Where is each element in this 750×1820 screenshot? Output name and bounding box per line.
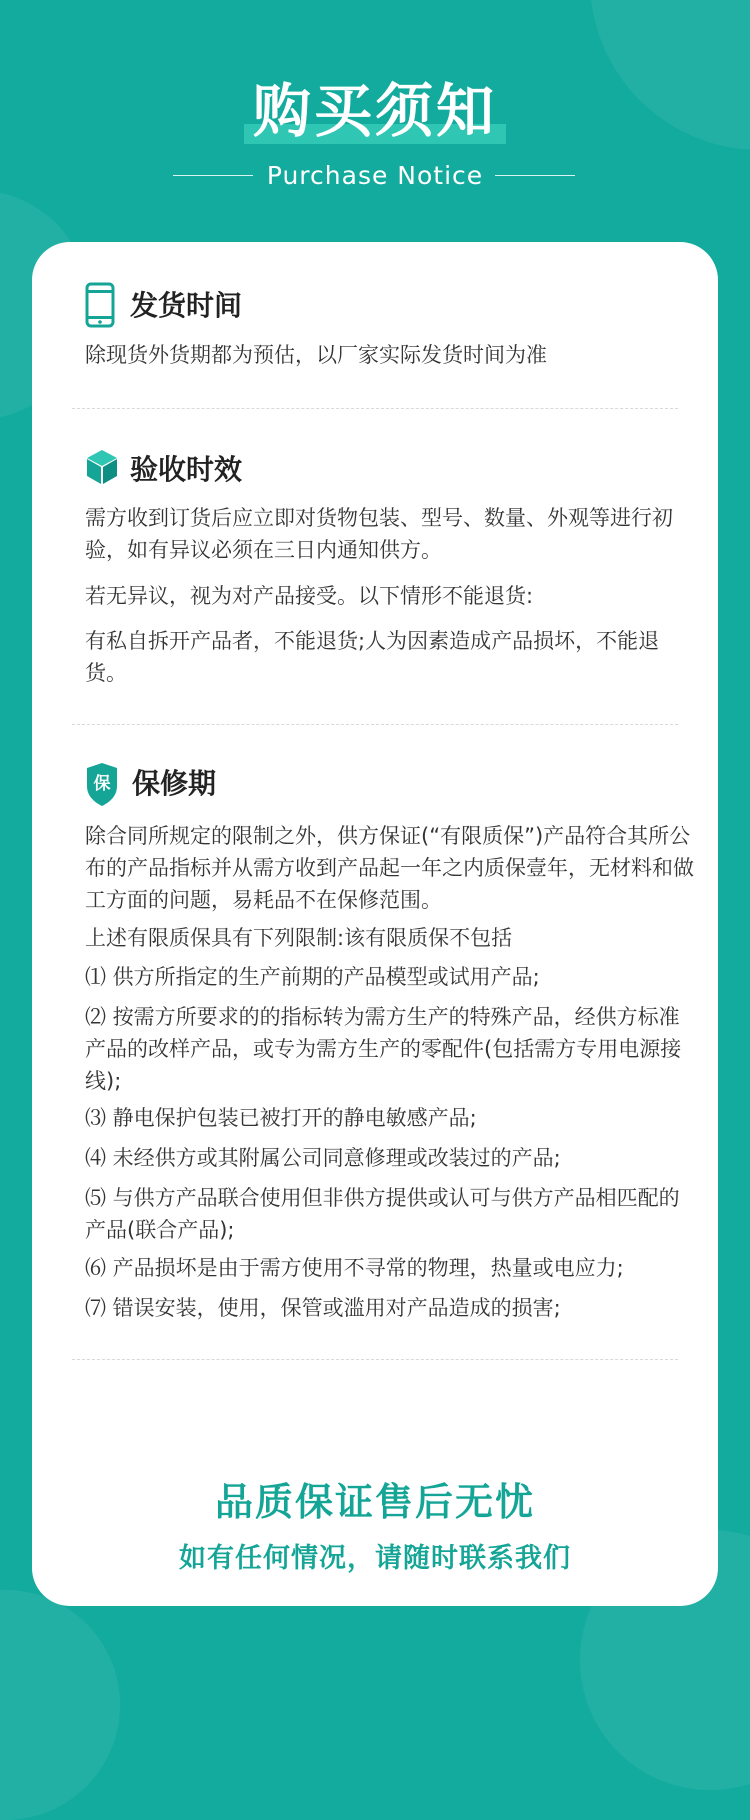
shield-icon [84, 760, 120, 808]
warranty-item-6: ⑹ 产品损坏是由于需方使用不寻常的物理，热量或电应力; [85, 1256, 624, 1280]
warranty-text-2: 上述有限质保具有下列限制:该有限质保不包括 [85, 926, 513, 950]
warranty-item-1: ⑴ 供方所指定的生产前期的产品模型或试用产品; [85, 965, 540, 989]
acceptance-text-2: 若无异议，视为对产品接受。以下情形不能退货: [85, 584, 534, 608]
subtitle-row [0, 159, 750, 193]
shipping-text: 除现货外货期都为预估，以厂家实际发货时间为准 [85, 343, 547, 367]
contact-text: 如有任何情况，请随时联系我们 [179, 1543, 571, 1574]
section-warranty-title: 保修期 [132, 767, 217, 800]
subtitle-line-right [495, 175, 575, 176]
page-subtitle: Purchase Notice [266, 161, 484, 190]
page-header [0, 0, 750, 240]
section-shipping-title: 发货时间 [130, 289, 243, 322]
warranty-item-3: ⑶ 静电保护包装已被打开的静电敏感产品; [85, 1106, 477, 1130]
decor-circle-bottom-left [0, 1590, 120, 1820]
cube-icon [84, 446, 120, 494]
section-divider [72, 1359, 678, 1360]
warranty-item-2: ⑵ 按需方所要求的的指标转为需方生产的特殊产品，经供方标准产品的改样产品，或专为需方生产的零配件(包括需方专用电源接线); [85, 1005, 682, 1093]
notice-card [32, 242, 718, 1606]
phone-icon [84, 282, 120, 330]
warranty-item-5: ⑸ 与供方产品联合使用但非供方提供或认可与供方产品相匹配的产品(联合产品); [85, 1186, 680, 1242]
page-title: 购买须知 [252, 77, 497, 145]
section-divider [72, 408, 678, 409]
acceptance-text-3: 有私自拆开产品者，不能退货;人为因素造成产品损坏，不能退货。 [85, 629, 660, 685]
section-acceptance-title: 验收时效 [130, 453, 243, 486]
warranty-item-4: ⑷ 未经供方或其附属公司同意修理或改装过的产品; [85, 1146, 561, 1170]
acceptance-text-1: 需方收到订货后应立即对货物包装、型号、数量、外观等进行初验，如有异议必须在三日内通知供方。 [85, 506, 673, 562]
section-divider [72, 724, 678, 725]
warranty-item-7: ⑺ 错误安装，使用，保管或滥用对产品造成的损害; [85, 1296, 561, 1320]
svg-text:保: 保 [93, 774, 111, 794]
warranty-text-1: 除合同所规定的限制之外，供方保证(“有限质保”)产品符合其所公布的产品指标并从需方收到产品起一年之内质保壹年，无材料和做工方面的问题，易耗品不在保修范围。 [85, 824, 694, 912]
slogan-title: 品质保证售后无忧 [214, 1480, 535, 1524]
